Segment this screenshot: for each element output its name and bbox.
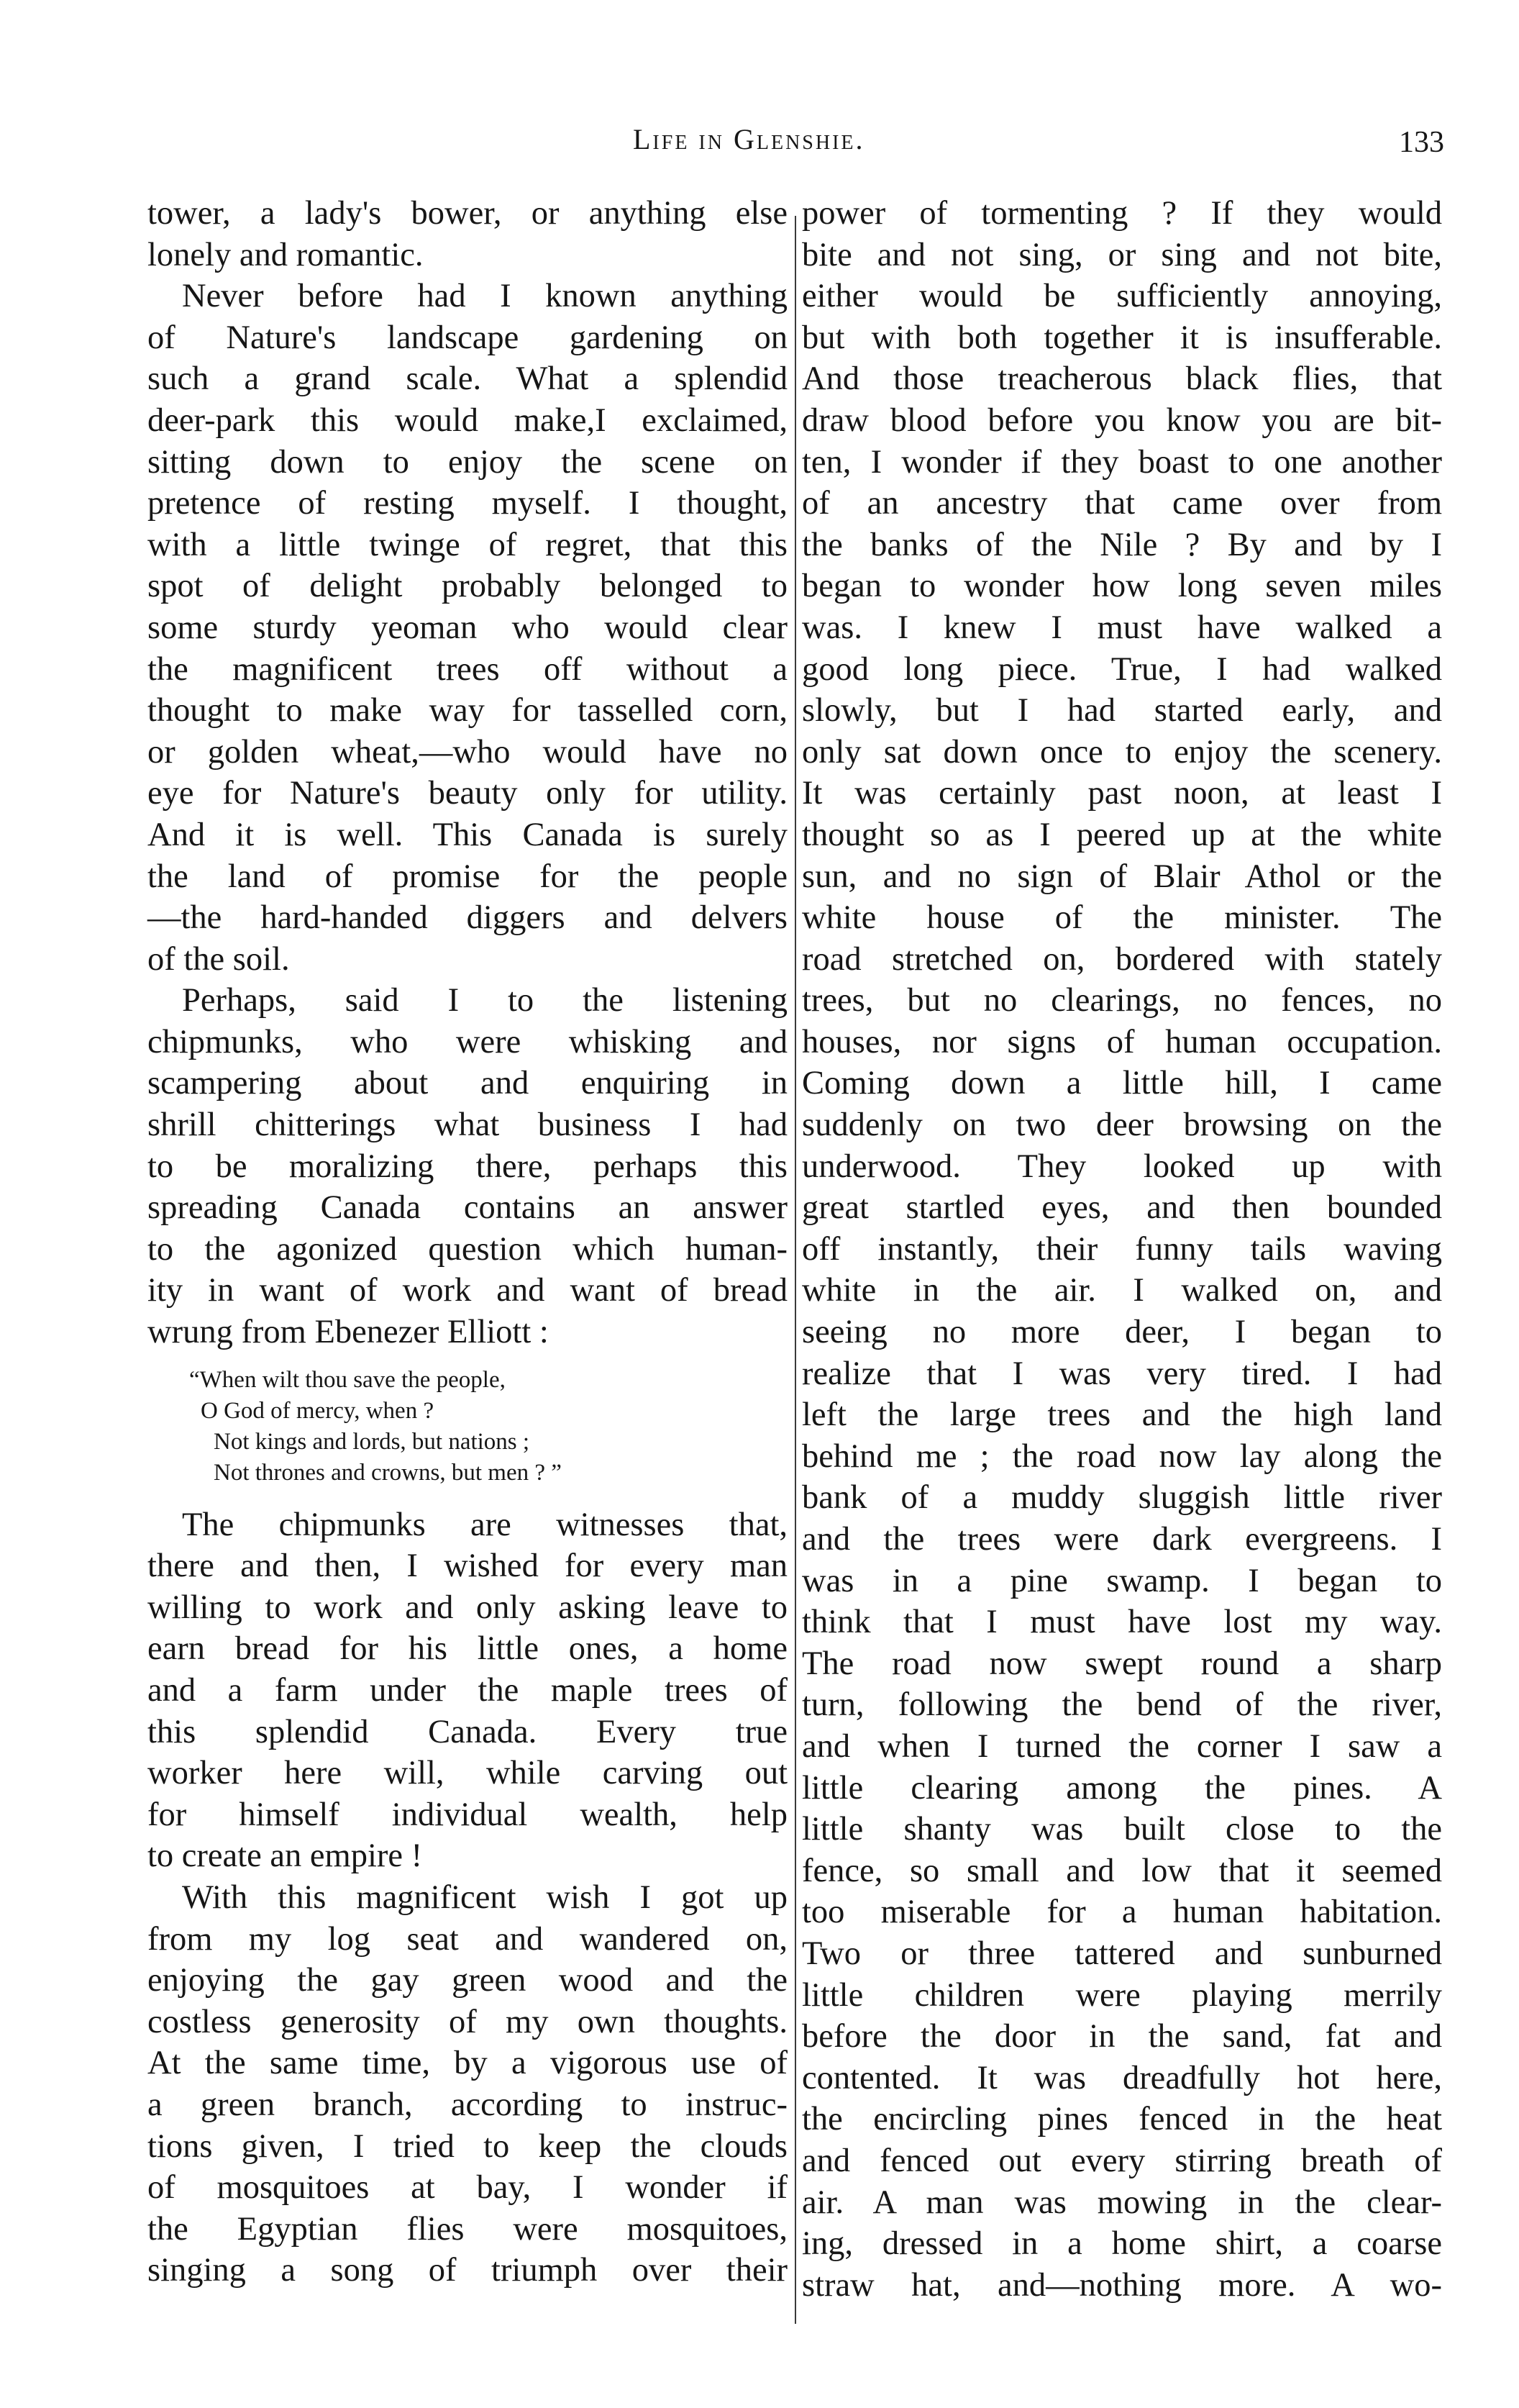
- text-line: to be moralizing there, perhaps this: [147, 1148, 788, 1185]
- left-column: [147, 193, 788, 2291]
- text-line: spreading Canada contains an answer: [147, 1189, 788, 1227]
- text-line: contented. It was dreadfully hot here,: [802, 2059, 1442, 2096]
- text-line: suddenly on two deer browsing on the: [802, 1107, 1442, 1144]
- text-line: left the large trees and the high land: [802, 1396, 1442, 1434]
- text-line: pretence of resting myself. I thought,: [147, 485, 788, 522]
- text-line: enjoying the gay green wood and the: [147, 1962, 788, 1999]
- text-line: —the hard-handed diggers and delvers: [147, 899, 788, 937]
- text-line: off instantly, their funny tails waving: [802, 1230, 1442, 1268]
- text-line: the banks of the Nile ? By and by I: [802, 526, 1442, 563]
- text-line: a green branch, according to instruc-: [147, 2086, 788, 2123]
- text-line: or golden wheat,—who would have no: [147, 733, 788, 771]
- text-line: costless generosity of my own thoughts.: [147, 2003, 788, 2040]
- text-line: with a little twinge of regret, that this: [147, 526, 788, 563]
- text-line: little shanty was built close to the: [802, 1811, 1442, 1848]
- text-line: slowly, but I had started early, and: [802, 692, 1442, 730]
- text-line: bank of a muddy sluggish little river: [802, 1479, 1442, 1517]
- text-line: It was certainly past noon, at least I: [802, 775, 1442, 812]
- text-line: for himself individual wealth, help: [147, 1796, 788, 1833]
- text-line: white house of the minister. The: [802, 899, 1442, 937]
- text-line: of Nature's landscape gardening on: [147, 319, 788, 356]
- text-line: air. A man was mowing in the clear-: [802, 2184, 1442, 2221]
- text-line: eye for Nature's beauty only for utility.: [147, 775, 788, 812]
- text-line: the land of promise for the people: [147, 858, 788, 895]
- text-line: chipmunks, who were whisking and: [147, 1023, 788, 1060]
- text-line: great startled eyes, and then bounded: [802, 1189, 1442, 1227]
- running-head: [0, 122, 1519, 165]
- text-line: Never before had I known anything: [182, 278, 788, 315]
- text-line: thought to make way for tasselled corn,: [147, 692, 788, 730]
- verse-line: O God of mercy, when ?: [201, 1397, 434, 1424]
- text-line: singing a song of triumph over their: [147, 2252, 788, 2289]
- text-line: And those treacherous black flies, that: [802, 360, 1442, 398]
- text-line: Two or three tattered and sunburned: [802, 1935, 1442, 1972]
- text-line: Perhaps, said I to the listening: [182, 982, 788, 1019]
- text-line: the encircling pines fenced in the heat: [802, 2101, 1442, 2138]
- text-line: too miserable for a human habitation.: [802, 1894, 1442, 1931]
- text-line: before the door in the sand, fat and: [802, 2018, 1442, 2055]
- text-line: little clearing among the pines. A: [802, 1769, 1442, 1807]
- text-line: some sturdy yeoman who would clear: [147, 609, 788, 646]
- text-line: willing to work and only asking leave to: [147, 1589, 788, 1626]
- text-line: The road now swept round a sharp: [802, 1645, 1442, 1682]
- text-line: of an ancestry that came over from: [802, 485, 1442, 522]
- text-line: and the trees were dark evergreens. I: [802, 1521, 1442, 1558]
- text-line: lonely and romantic.: [147, 236, 424, 273]
- text-line: but with both together it is insufferable.: [802, 319, 1442, 356]
- text-line: At the same time, by a vigorous use of: [147, 2045, 788, 2082]
- text-line: scampering about and enquiring in: [147, 1065, 788, 1102]
- text-line: houses, nor signs of human occupation.: [802, 1023, 1442, 1060]
- text-line: ity in want of work and want of bread: [147, 1272, 788, 1309]
- text-line: ten, I wonder if they boast to one another: [802, 443, 1442, 481]
- text-line: underwood. They looked up with: [802, 1148, 1442, 1185]
- text-line: to the agonized question which human-: [147, 1230, 788, 1268]
- column-divider: [795, 216, 796, 2324]
- text-line: seeing no more deer, I began to: [802, 1314, 1442, 1351]
- text-line: and fenced out every stirring breath of: [802, 2142, 1442, 2179]
- text-line: either would be sufficiently annoying,: [802, 278, 1442, 315]
- text-line: white in the air. I walked on, and: [802, 1272, 1442, 1309]
- text-line: was in a pine swamp. I began to: [802, 1562, 1442, 1599]
- text-line: the Egyptian flies were mosquitoes,: [147, 2210, 788, 2248]
- text-line: bite and not sing, or sing and not bite,: [802, 236, 1442, 273]
- text-line: good long piece. True, I had walked: [802, 650, 1442, 688]
- text-line: wrung from Ebenezer Elliott :: [147, 1314, 549, 1351]
- text-line: shrill chitterings what business I had: [147, 1107, 788, 1144]
- text-line: thought so as I peered up at the white: [802, 816, 1442, 853]
- text-line: realize that I was very tired. I had: [802, 1355, 1442, 1392]
- text-line: behind me ; the road now lay along the: [802, 1437, 1442, 1475]
- text-line: Coming down a little hill, I came: [802, 1065, 1442, 1102]
- text-line: to create an empire !: [147, 1837, 423, 1875]
- text-line: earn bread for his little ones, a home: [147, 1630, 788, 1668]
- text-line: fence, so small and low that it seemed: [802, 1852, 1442, 1889]
- page-number: 133: [1399, 126, 1444, 159]
- text-line: turn, following the bend of the river,: [802, 1686, 1442, 1724]
- text-line: tions given, I tried to keep the clouds: [147, 2127, 788, 2165]
- text-line: think that I must have lost my way.: [802, 1604, 1442, 1641]
- text-line: ing, dressed in a home shirt, a coarse: [802, 2225, 1442, 2263]
- text-line: And it is well. This Canada is surely: [147, 816, 788, 853]
- text-line: straw hat, and—nothing more. A wo-: [802, 2266, 1442, 2304]
- text-line: draw blood before you know you are bit-: [802, 401, 1442, 439]
- text-line: sun, and no sign of Blair Athol or the: [802, 858, 1442, 895]
- text-line: power of tormenting ? If they would: [802, 195, 1442, 232]
- text-line: there and then, I wished for every man: [147, 1548, 788, 1585]
- text-line: With this magnificent wish I got up: [182, 1878, 788, 1916]
- text-line: of mosquitoes at bay, I wonder if: [147, 2169, 788, 2207]
- text-line: tower, a lady's bower, or anything else: [147, 195, 788, 232]
- verse-quotation: [189, 1365, 788, 1489]
- text-line: began to wonder how long seven miles: [802, 568, 1442, 605]
- text-line: was. I knew I must have walked a: [802, 609, 1442, 646]
- running-title: Life in Glenshie.: [633, 123, 865, 155]
- text-line: worker here will, while carving out: [147, 1755, 788, 1792]
- text-line: sitting down to enjoy the scene on: [147, 443, 788, 481]
- text-line: and a farm under the maple trees of: [147, 1672, 788, 1709]
- text-line: deer-park this would make,I exclaimed,: [147, 401, 788, 439]
- text-line: the magnificent trees off without a: [147, 650, 788, 688]
- verse-line: Not thrones and crowns, but men ? ”: [214, 1459, 562, 1486]
- verse-line: “When wilt thou save the people,: [189, 1366, 506, 1393]
- text-line: and when I turned the corner I saw a: [802, 1727, 1442, 1765]
- text-line: from my log seat and wandered on,: [147, 1920, 788, 1958]
- text-line: little children were playing merrily: [802, 1976, 1442, 2014]
- text-line: spot of delight probably belonged to: [147, 568, 788, 605]
- text-line: The chipmunks are witnesses that,: [182, 1506, 788, 1543]
- text-line: of the soil.: [147, 940, 290, 978]
- text-line: this splendid Canada. Every true: [147, 1713, 788, 1750]
- verse-line: Not kings and lords, but nations ;: [214, 1428, 530, 1455]
- text-line: only sat down once to enjoy the scenery.: [802, 733, 1442, 771]
- right-column: [802, 193, 1442, 2306]
- text-line: trees, but no clearings, no fences, no: [802, 982, 1442, 1019]
- text-line: road stretched on, bordered with stately: [802, 940, 1442, 978]
- text-line: such a grand scale. What a splendid: [147, 360, 788, 398]
